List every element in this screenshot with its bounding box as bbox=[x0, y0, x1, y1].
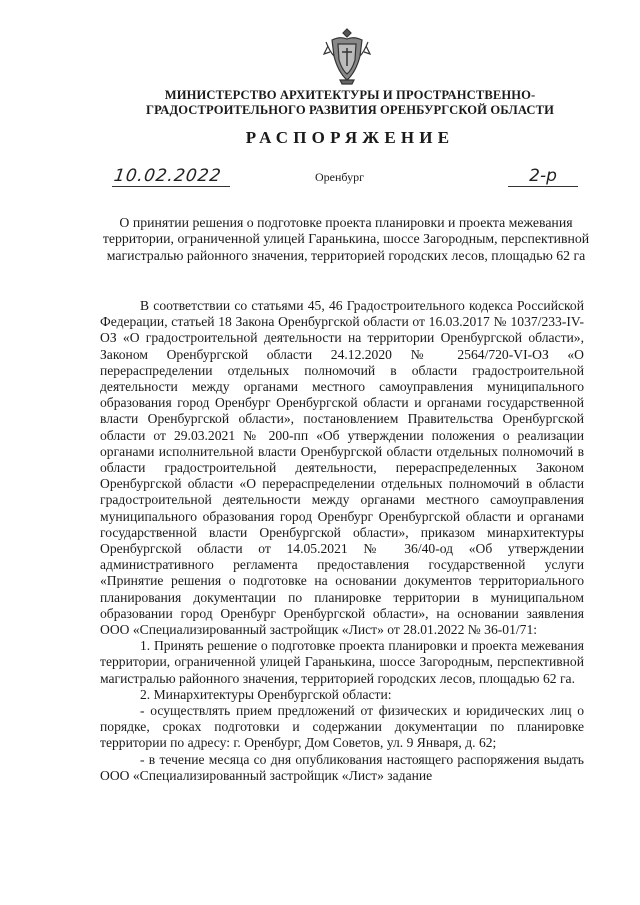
document-date-value: 10.02.2022 bbox=[112, 166, 223, 186]
document-body bbox=[100, 298, 584, 784]
body-paragraph-preamble: В соответствии со статьями 45, 46 Градостроительного кодекса Российской Федерации, статьей 18 Закона Оренбургской области от 16.03.2017 № 1037/233-IV-ОЗ «О градостроительной деятельности на территории Оренбургской области», Законом Оренбургской области 24.12.2020 № 2564/720-VI-ОЗ «О перераспределении отдельных полномочий в области градостроительной деятельности между органами местного самоуправления муниципального образования город Оренбург Оренбургской области и органами государственной власти Оренбургской области», постановлением Правительства Оренбургской области от 29.03.2021 № 200-пп «Об утверждении положения о реализации органами исполнительной власти Оренбургской области отдельных полномочий в области градостроительной деятельности, перераспределенных Законом Оренбургской области «О перераспределении отдельных полномочий в области градостроительной деятельности между органами местного самоуправления муниципального образования город Оренбург Оренбургской области и органами государственной власти Оренбургской области», приказом минархитектуры Оренбургской области от 14.05.2021 № 36/40-од «Об утверждении административного регламента предоставления государственной услуги «Принятие решения о подготовке на основании документов территориального планирования документации по планировке территории в муниципальном образовании город Оренбург Оренбургской области», на основании заявления ООО «Специализированный застройщик «Лист» от 28.01.2022 № 36-01/71: bbox=[100, 298, 584, 638]
document-subject: О принятии решения о подготовке проекта планировки и проекта межевания территории, ограниченной улицей Гаранькина, шоссе Загородным, перспективной магистралью районного значения, территорией городских лесов, площадью 62 га bbox=[102, 215, 590, 263]
document-number: 2-р bbox=[508, 166, 578, 187]
body-paragraph-item-2-2: - в течение месяца со дня опубликования настоящего распоряжения выдать ООО «Специализированный застройщик «Лист» задание bbox=[100, 751, 584, 783]
document-date bbox=[112, 166, 230, 187]
ministry-name-line-2: ГРАДОСТРОИТЕЛЬНОГО РАЗВИТИЯ ОРЕНБУРГСКОЙ ОБЛАСТИ bbox=[146, 103, 554, 117]
document-city: Оренбург bbox=[315, 170, 364, 184]
ministry-name-line-1: МИНИСТЕРСТВО АРХИТЕКТУРЫ И ПРОСТРАНСТВЕННО- bbox=[164, 88, 536, 102]
document-title: РАСПОРЯЖЕНИЕ bbox=[245, 128, 455, 147]
ministry-header bbox=[60, 88, 640, 118]
body-paragraph-item-2: 2. Минархитектуры Оренбургской области: bbox=[140, 686, 392, 702]
body-paragraph-item-1: 1. Принять решение о подготовке проекта планировки и проекта межевания территории, ограниченной улицей Гаранькина, шоссе Загородным, перспективной магистралью районного значения, территорией городских лесов, площадью 62 га. bbox=[100, 638, 584, 686]
coat-of-arms-icon bbox=[322, 26, 372, 88]
body-paragraph-item-2-1: - осуществлять прием предложений от физических и юридических лиц о порядке, сроках подготовки и содержании документации по планировке территории по адресу: г. Оренбург, Дом Советов, ул. 9 Января, д. 62; bbox=[100, 703, 584, 751]
